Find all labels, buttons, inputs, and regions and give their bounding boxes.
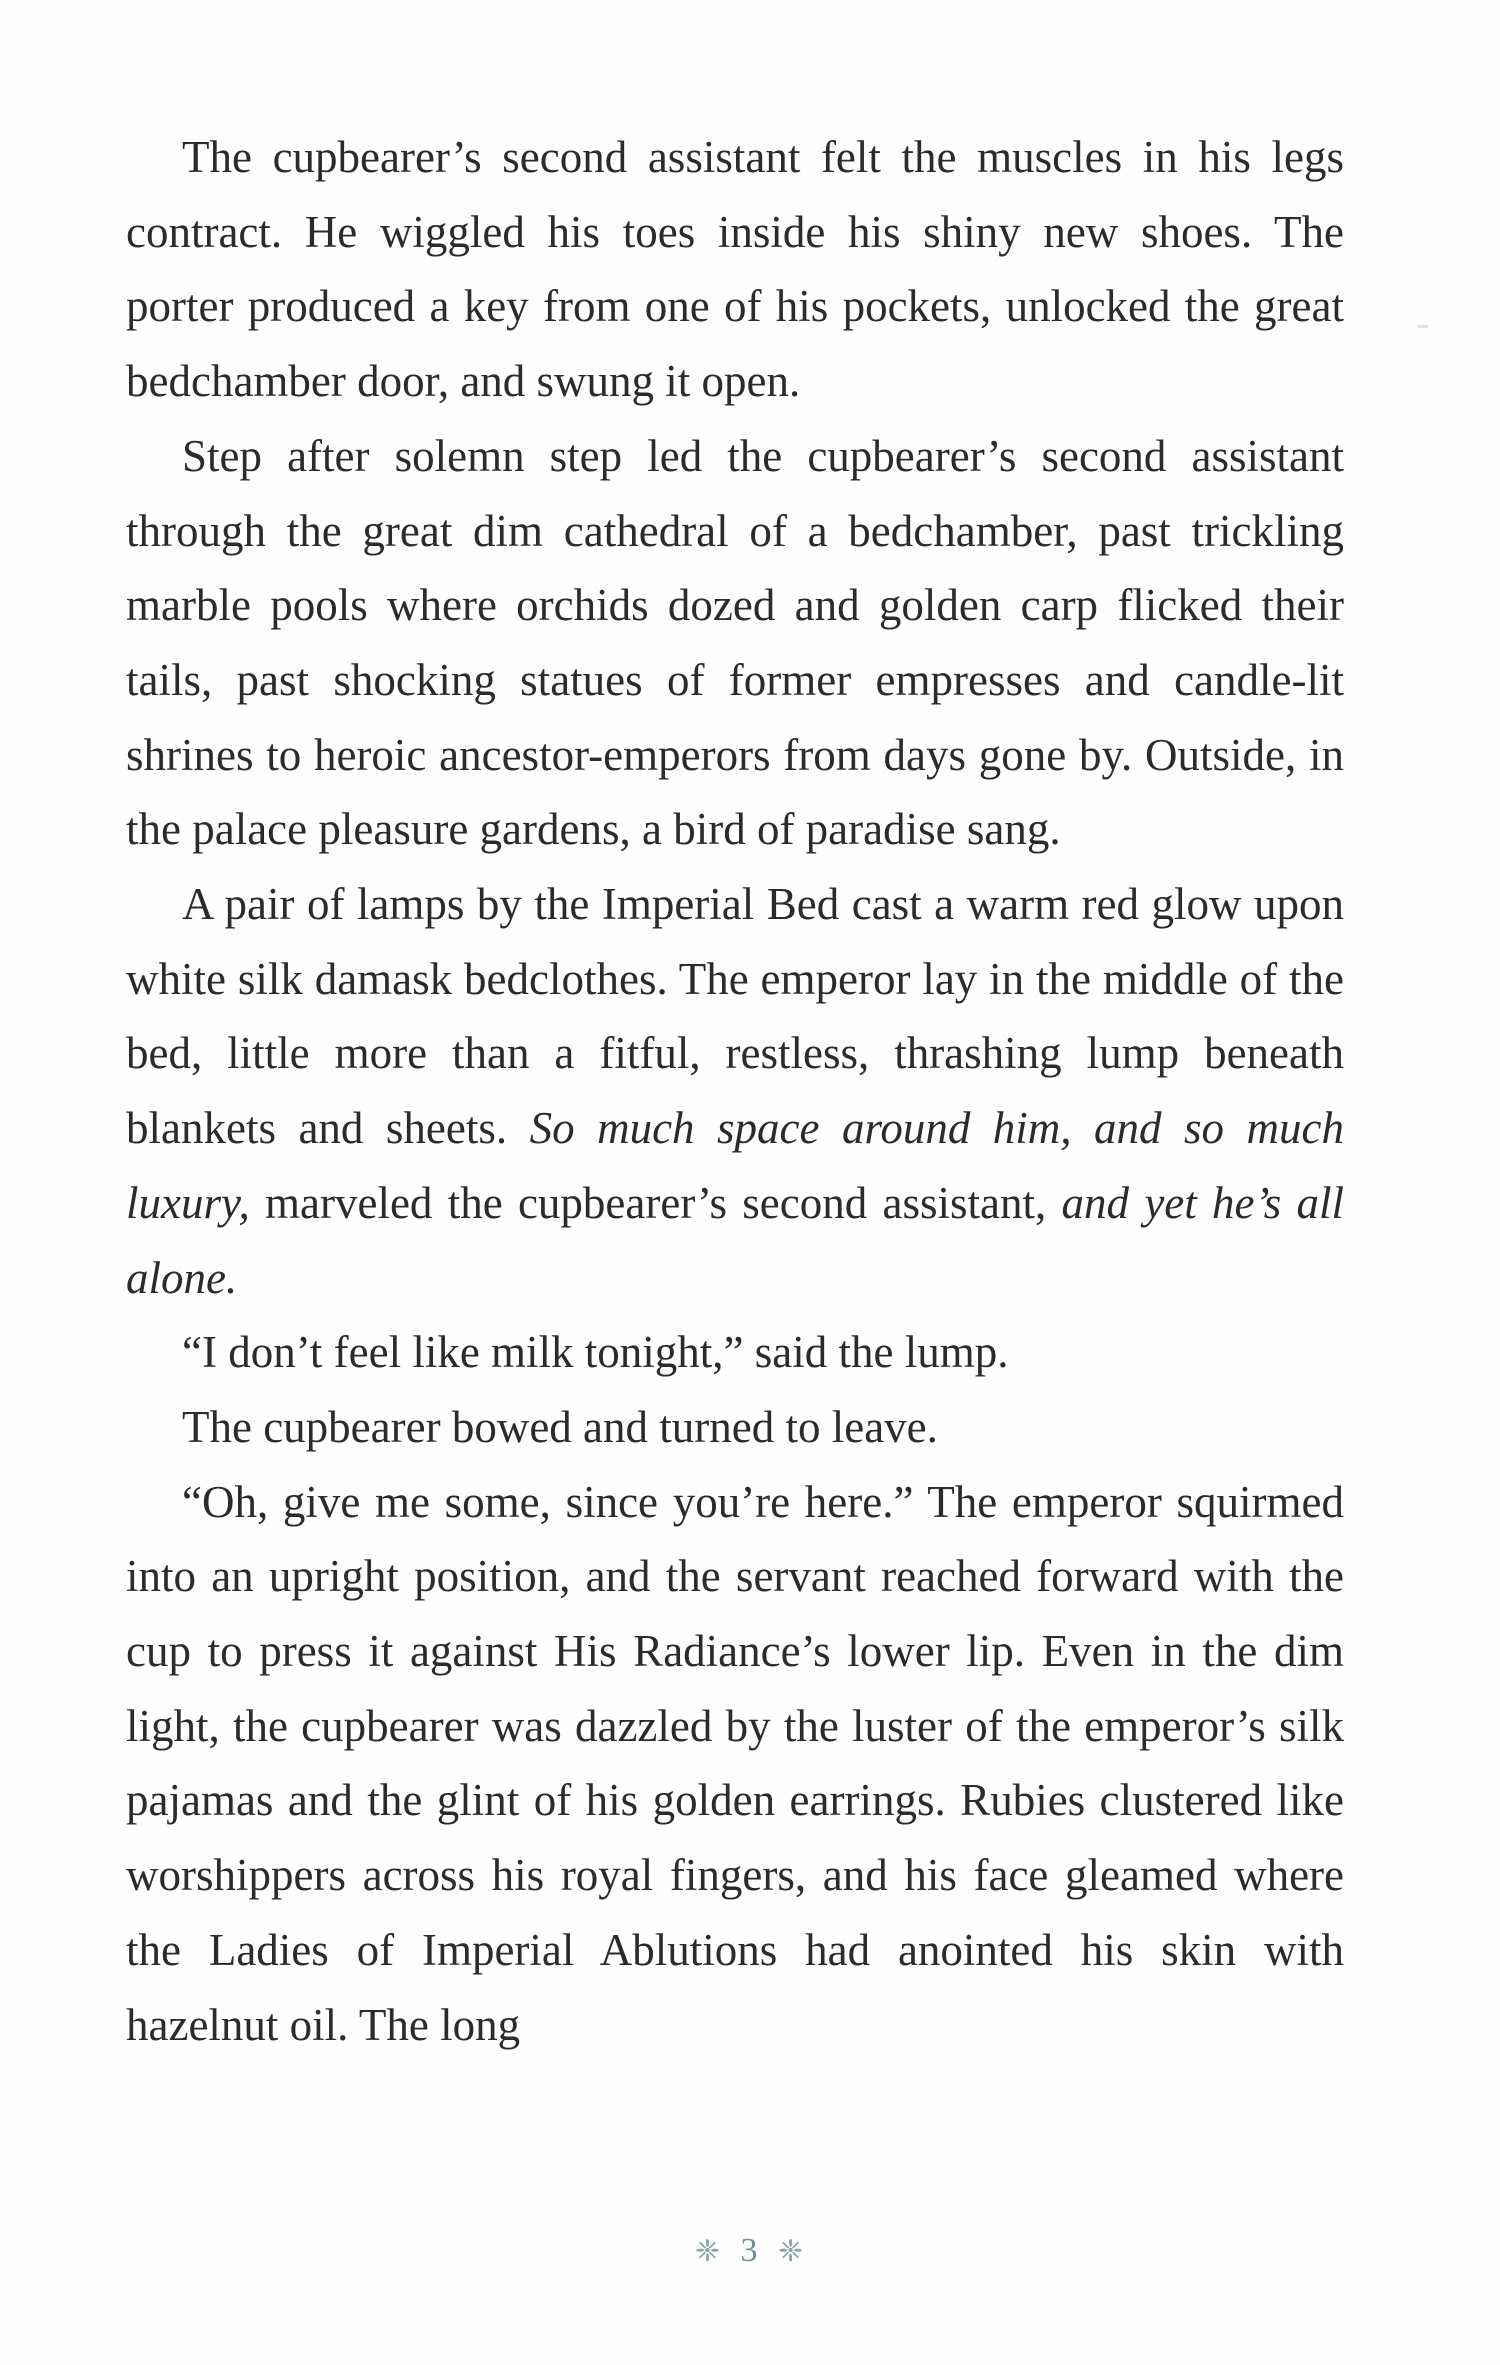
page-number: 3 bbox=[740, 2232, 760, 2270]
italic-text-run: So much space around him, and so much luxury, bbox=[126, 1103, 1344, 1228]
text-run: “Oh, give me some, since you’re here.” The emperor squirmed into an upright position, and the servant reached forward with the cup to press it against His Radiance’s lower lip. Even in the dim light, the cupbearer was dazzled by the luster of the emperor’s silk pajamas and the glint of his golden earrings. Rubies clustered like worshippers across his royal fingers, and his face gleamed where the Ladies of Imperial Ablutions had anointed his skin with hazelnut oil. The long bbox=[126, 1476, 1344, 2050]
text-run: The cupbearer bowed and turned to leave. bbox=[182, 1401, 938, 1452]
paragraph bbox=[126, 1390, 1344, 1465]
text-run: A pair of lamps by the Imperial Bed cast a warm red glow upon white silk damask bedclothes. The emperor lay in the middle of the bed, little more than a fitful, restless, thrashing lump beneath blankets and sheets. bbox=[126, 879, 1344, 1154]
paragraph bbox=[126, 419, 1344, 867]
paragraph bbox=[126, 120, 1344, 419]
page-footer bbox=[0, 2230, 1500, 2270]
body-text bbox=[126, 120, 1344, 2062]
scan-speck bbox=[1418, 325, 1428, 328]
text-run: The cupbearer’s second assistant felt the muscles in his legs contract. He wiggled his toes inside his shiny new shoes. The porter produced a key from one of his pockets, unlocked the great bedchamber door, and swung it open. bbox=[126, 132, 1344, 407]
ornament-right-icon: ❈ bbox=[778, 2234, 806, 2268]
paragraph bbox=[126, 867, 1344, 1315]
paragraph bbox=[126, 1315, 1344, 1390]
paragraph bbox=[126, 1465, 1344, 2063]
italic-text-run: and yet he’s all alone. bbox=[126, 1177, 1345, 1303]
text-run: “I don’t feel like milk tonight,” said the lump. bbox=[182, 1327, 1009, 1378]
ornament-left-icon: ❈ bbox=[694, 2234, 722, 2268]
text-run: Step after solemn step led the cupbearer’s second assistant through the great dim cathedral of a bedchamber, past trickling marble pools where orchids dozed and golden carp flicked their tails, past shocking statues of former empresses and candle-lit shrines to heroic ancestor-emperors from days gone by. Outside, in the palace pleasure gardens, a bird of paradise sang. bbox=[126, 430, 1344, 855]
text-run: marveled the cupbearer’s second assistant, bbox=[249, 1177, 1062, 1228]
